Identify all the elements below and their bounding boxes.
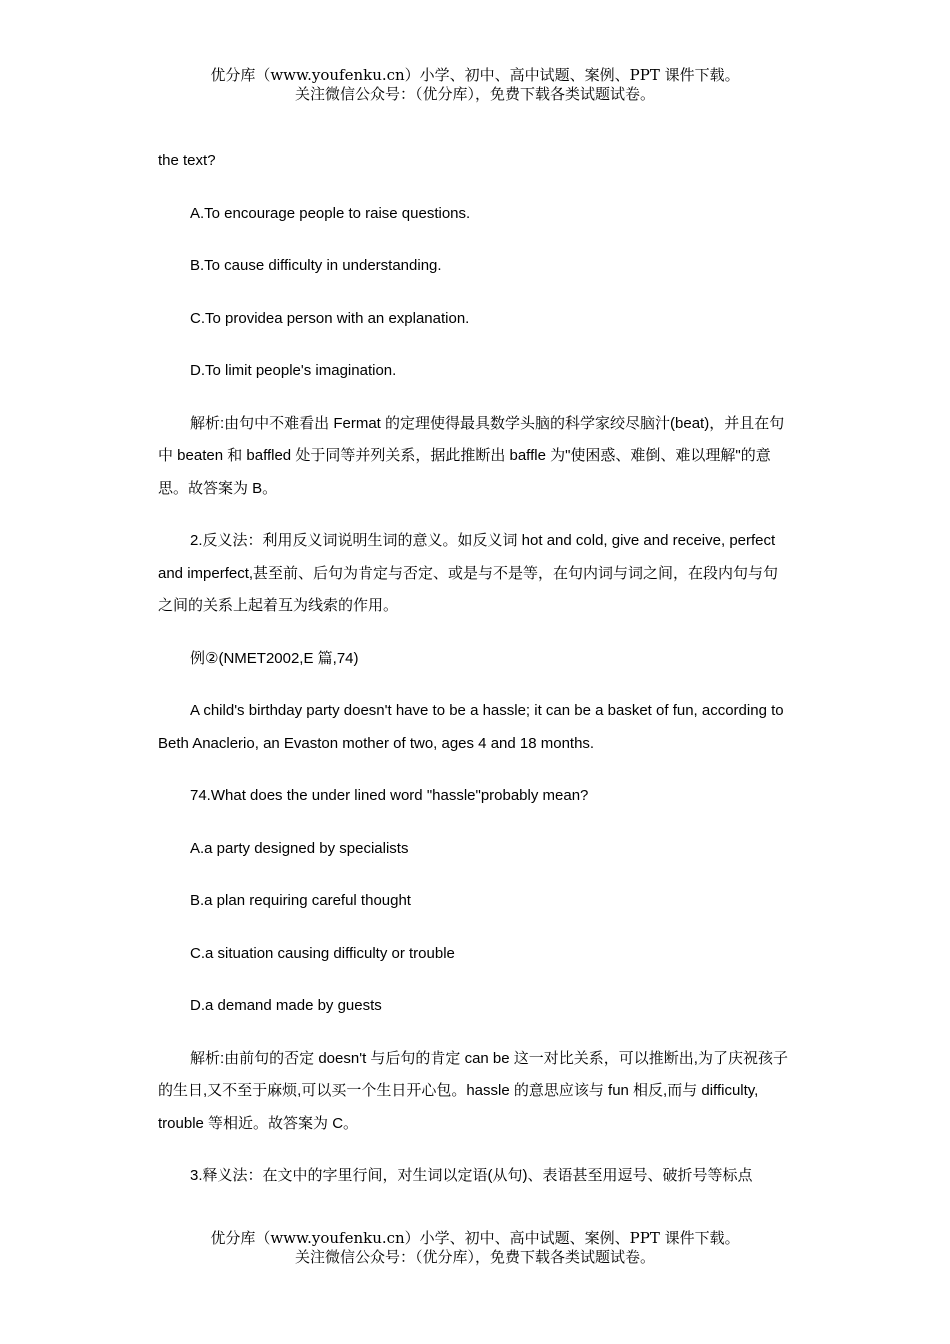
analysis-paragraph: 解析:由前句的否定 doesn't 与后句的肯定 can be 这一对比关系，可以推断出,为了庆祝孩子的生日,又不至于麻烦,可以买一个生日开心包。hassle 的意思应该与 fun 相反,而与 difficulty, trouble 等相近。故答案为 C。 (158, 1049, 788, 1132)
analysis-paragraph: 解析:由句中不难看出 Fermat 的定理使得最具数学头脑的科学家绞尽脑汁(beat)，并且在句中 beaten 和 baffled 处于同等并列关系，据此推断出 baffle 为"使困惑、难倒、难以理解"的意思。故答案为 B。 (158, 414, 785, 497)
example-label: 例②(NMET2002,E 篇,74) (190, 649, 359, 667)
option-a: A.To encourage people to raise questions. (190, 204, 471, 222)
option-b: B.To cause difficulty in understanding. (190, 257, 442, 274)
option-c: C.a situation causing difficulty or trouble (190, 944, 455, 962)
question-74: 74.What does the under lined word "hassle"probably mean? (190, 787, 589, 804)
option-b: B.a plan requiring careful thought (190, 892, 411, 909)
page-footer (0, 1229, 950, 1267)
footer-line-1: 优分库（www.youfenku.cn）小学、初中、高中试题、案例、PPT 课件下载。 (210, 1229, 740, 1247)
option-d: D.To limit people's imagination. (190, 362, 397, 379)
header-line-2: 关注微信公众号：（优分库），免费下载各类试题试卷。 (294, 85, 655, 103)
method-antonym-paragraph: 2.反义法：利用反义词说明生词的意义。如反义词 hot and cold, give and receive, perfect and imperfect,甚至前、后句为肯定与否定、或是与不是等，在句内词与词之间，在段内句与句之间的关系上起着互为线索的作用。 (158, 532, 779, 614)
document-body (158, 145, 792, 1193)
page-header (0, 66, 950, 104)
option-c: C.To providea person with an explanation. (190, 309, 470, 327)
question-stem-continuation: the text? (158, 152, 216, 169)
option-d: D.a demand made by guests (190, 997, 382, 1014)
example-passage: A child's birthday party doesn't have to be a hassle; it can be a basket of fun, according to Beth Anaclerio, an Evaston mother of two, ages 4 and 18 months. (158, 702, 784, 752)
option-a: A.a party designed by specialists (190, 839, 409, 857)
header-line-1: 优分库（www.youfenku.cn）小学、初中、高中试题、案例、PPT 课件下载。 (210, 66, 740, 84)
method-definition-paragraph: 3.释义法：在文中的字里行间，对生词以定语(从句)、表语甚至用逗号、破折号等标点 (190, 1167, 753, 1184)
footer-line-2: 关注微信公众号：（优分库），免费下载各类试题试卷。 (294, 1248, 655, 1266)
